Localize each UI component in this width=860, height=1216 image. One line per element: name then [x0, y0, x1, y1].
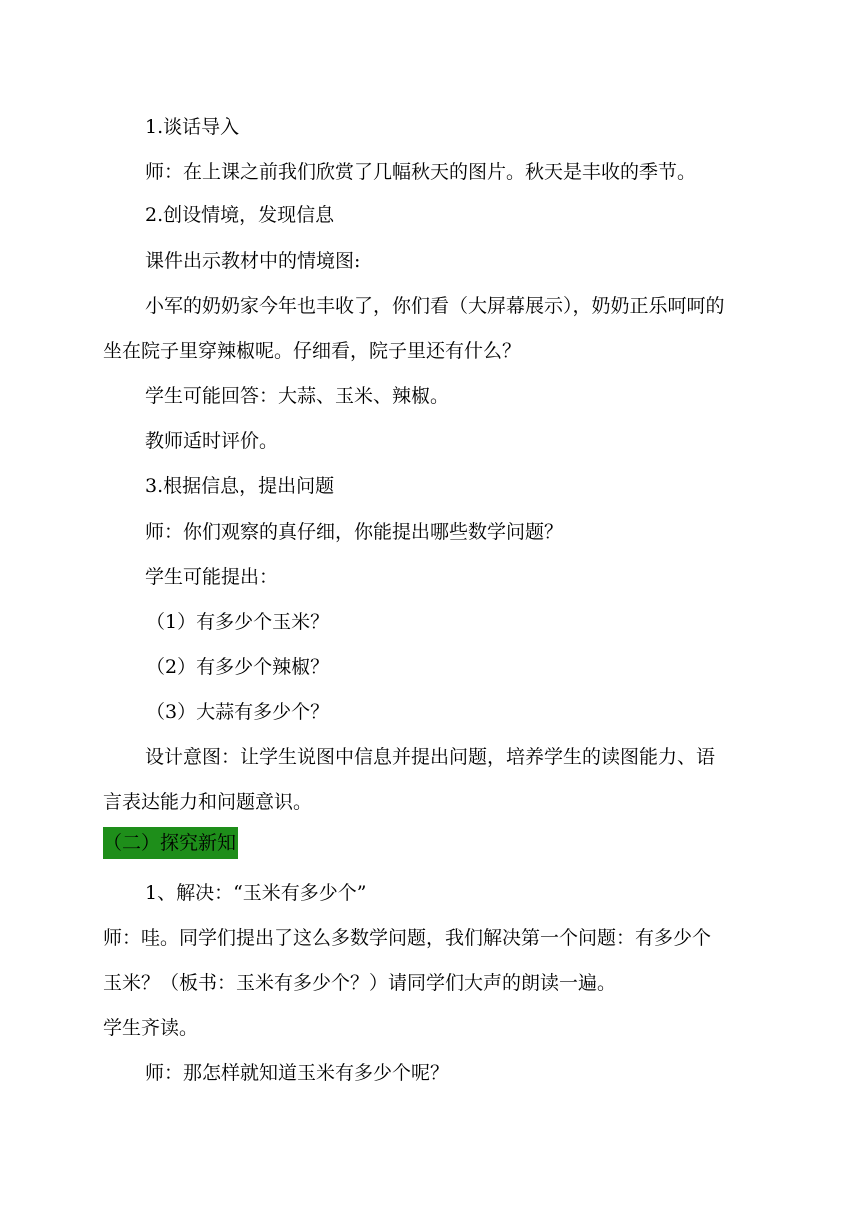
paragraph-teacher-evaluation: 教师适时评价。	[145, 430, 279, 452]
paragraph-solve-heading: 1、解决：“玉米有多少个”	[145, 882, 367, 904]
paragraph-courseware: 课件出示教材中的情境图:	[145, 250, 361, 272]
paragraph-student-proposals: 学生可能提出：	[145, 566, 279, 588]
paragraph-student-answer: 学生可能回答：大蒜、玉米、辣椒。	[145, 385, 450, 407]
paragraph-story-line-2: 坐在院子里穿辣椒呢。仔细看，院子里还有什么？	[103, 340, 522, 362]
paragraph-intro-heading: 1.谈话导入	[145, 116, 240, 138]
paragraph-teacher-ask: 师：那怎样就知道玉米有多少个呢？	[145, 1062, 450, 1084]
paragraph-story-line-1: 小军的奶奶家今年也丰收了，你们看（大屏幕展示），奶奶正乐呵呵的	[145, 295, 725, 317]
paragraph-teacher-line-1: 师：哇。同学们提出了这么多数学问题，我们解决第一个问题：有多少个	[103, 927, 712, 949]
paragraph-design-intent-line-2: 言表达能力和问题意识。	[103, 791, 313, 813]
paragraph-teacher-line-2: 玉米？（板书：玉米有多少个？）请同学们大声的朗读一遍。	[103, 972, 617, 994]
paragraph-students-read: 学生齐读。	[103, 1017, 199, 1039]
list-item-question-3: （3）大蒜有多少个？	[146, 701, 330, 723]
list-item-question-1: （1）有多少个玉米？	[146, 611, 330, 633]
list-item-question-2: （2）有多少个辣椒？	[146, 656, 330, 678]
paragraph-scenario-heading: 2.创设情境，发现信息	[145, 204, 335, 226]
paragraph-design-intent-line-1: 设计意图：让学生说图中信息并提出问题，培养学生的读图能力、语	[145, 746, 716, 768]
paragraph-question-heading: 3.根据信息，提出问题	[145, 475, 335, 497]
paragraph-teacher-question: 师：你们观察的真仔细，你能提出哪些数学问题？	[145, 521, 564, 543]
paragraph-teacher-intro: 师：在上课之前我们欣赏了几幅秋天的图片。秋天是丰收的季节。	[145, 161, 697, 183]
section-heading-explore: （二）探究新知	[103, 827, 238, 859]
